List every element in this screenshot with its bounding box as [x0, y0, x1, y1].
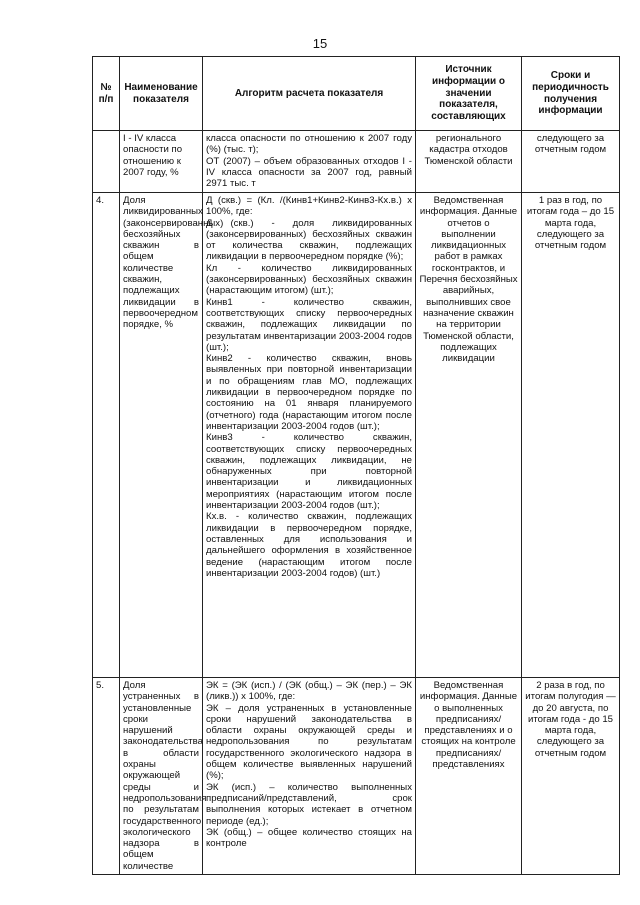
table-row — [93, 131, 620, 193]
cell-name: Доля ликвидированных (законсервированных) бесхозяйных скважин в общем количестве скважин, подлежащих ликвидации в первоочередном порядке, % — [120, 193, 203, 678]
header-num: № п/п — [93, 57, 120, 131]
indicators-table — [92, 56, 620, 875]
table-row — [93, 678, 620, 875]
cell-name: Доля устраненных в установленные сроки нарушений законодательства в области охраны окружающей среды и недропользования по результатам государственного экологического надзора в общем количестве — [120, 678, 203, 875]
cell-source: Ведомственная информация. Данные о выполненных предписаниях/представлениях и о стоящих на контроле предписаниях/представлениях — [416, 678, 522, 875]
cell-terms: следующего за отчетным годом — [522, 131, 620, 193]
cell-algorithm: Д (скв.) = (Кл. /(Кинв1+Кинв2-Кинв3-Кх.в.) х 100%, где: Д (скв.) - доля ликвидированных (законсервированных) бесхозяйных скважин от количества скважин, подлежащих ликвидации в первоочередном порядке (%); Кл - количество ликвидированных (законсервированных) бесхозяйных скважин (нарастающим итогом) (шт.); Кинв1 - количество скважин, соответствующих списку первоочередных скважин, подлежащих ликвидации по результатам инвентаризации 2003-2004 годов (шт.); Кинв2 - количество скважин, вновь выявленных при повторной инвентаризации и по обращениям глав МО, подлежащих ликвидации в первоочередном порядке по состоянию на 01 января планируемого (отчетного) года (нарастающим итогом после инвентаризации 2003-2004 годов (шт.); Кинв3 - количество скважин, соответствующих списку первоочередных скважин, подлежащих ликвидации, не обнаруженных при повторной инвентаризации и ликвидационных мероприятиях (нарастающим итогом после инвентаризации 2003-2004 годов (шт.); Кх.в. - количество скважин, подлежащих ликвидации в первоочередном порядке, оставленных для использования и дальнейшего оформления в хозяйственное ведение (нарастающим итогом после инвентаризации 2003-2004 годов) (шт.) — [203, 193, 416, 678]
cell-num: 5. — [93, 678, 120, 875]
table-row — [93, 193, 620, 678]
cell-num: 4. — [93, 193, 120, 678]
cell-source: Ведомственная информация. Данные отчетов о выполнении ликвидационных работ в рамках госконтрактов, и Перечня бесхозяйных аварийных, выполнивших свое назначение скважин на территории Тюменской области, подлежащих ликвидации — [416, 193, 522, 678]
header-source: Источник информации о значении показателя, составляющих — [416, 57, 522, 131]
header-algorithm: Алгоритм расчета показателя — [203, 57, 416, 131]
cell-algorithm: ЭК = (ЭК (исп.) / (ЭК (общ.) – ЭК (пер.) – ЭК (ликв.)) х 100%, где: ЭК – доля устраненных в установленные сроки нарушений законодательства в области охраны окружающей среды и недропользования по результатам государственного экологического надзора в общем количестве выявленных нарушений (%); ЭК (исп.) – количество выполненных предписаний/представлений, срок выполнения которых истекает в отчетном периоде (ед.); ЭК (общ.) – общее количество стоящих на контроле — [203, 678, 416, 875]
cell-name: I - IV класса опасности по отношению к 2007 году, % — [120, 131, 203, 193]
cell-terms: 1 раз в год, по итогам года – до 15 марта года, следующего за отчетным годом — [522, 193, 620, 678]
cell-num — [93, 131, 120, 193]
page-number: 15 — [312, 36, 328, 51]
table-header-row — [93, 57, 620, 131]
cell-source: регионального кадастра отходов Тюменской области — [416, 131, 522, 193]
cell-algorithm: класса опасности по отношению к 2007 году (%) (тыс. т); ОТ (2007) – объем образованных отходов I - IV класса опасности за 2007 год, равный 2971 тыс. т — [203, 131, 416, 193]
header-terms: Сроки и периодичность получения информации — [522, 57, 620, 131]
cell-terms: 2 раза в год, по итогам полугодия — до 20 августа, по итогам года - до 15 марта года, следующего за отчетным годом — [522, 678, 620, 875]
header-name: Наименование показателя — [120, 57, 203, 131]
